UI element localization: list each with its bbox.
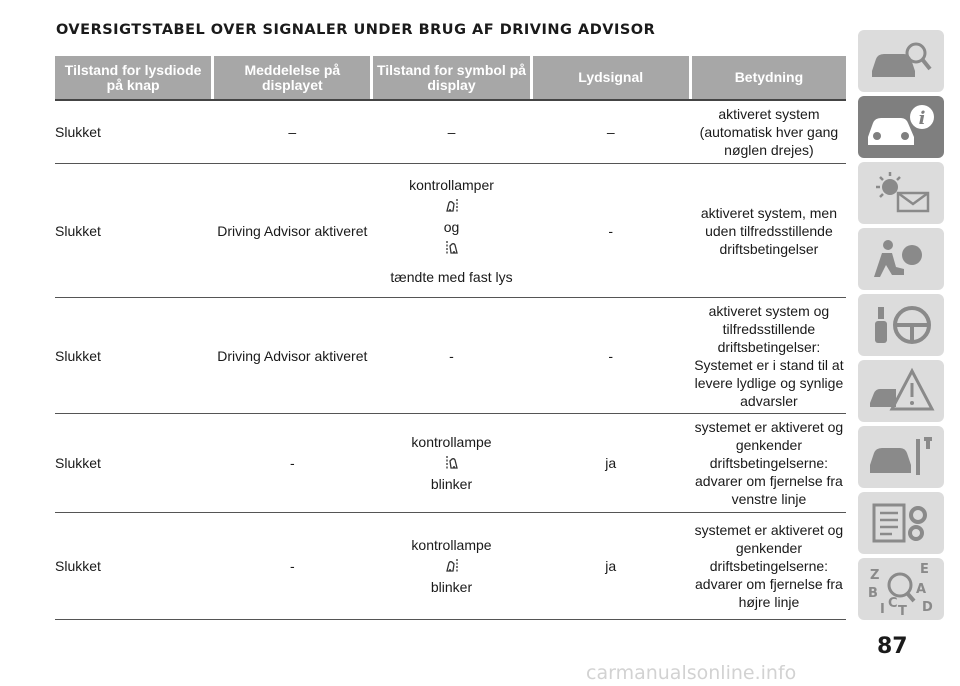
tab-car-info[interactable] [858, 96, 944, 158]
cell-sound-signal: – [606, 124, 615, 140]
cell-meaning: aktiveret system og tilfredsstillende driftsbetingelser: Systemet er i stand til at levere lydlige og synlige advarsler [694, 302, 844, 409]
steering-wheel-icon [866, 301, 936, 349]
index-letter: B [868, 586, 878, 601]
chapter-sidebar [858, 30, 944, 624]
header-meaning: Betydning [692, 56, 846, 99]
table-row [55, 164, 846, 298]
index-letter: C [888, 596, 898, 611]
svg-text:i: i [918, 108, 926, 129]
cell-symbol-state: – [447, 124, 456, 140]
tab-car-tools[interactable] [858, 426, 944, 488]
warning-triangle-icon [866, 367, 936, 415]
cell-led-state: Slukket [55, 124, 101, 140]
symbol-state-top: kontrollampe [411, 434, 492, 450]
table-row [55, 513, 846, 620]
symbol-state-bottom: blinker [430, 579, 473, 595]
car-search-icon [866, 37, 936, 85]
cell-symbol-state [373, 414, 529, 512]
table-row [55, 101, 846, 164]
index-letter: T [898, 604, 907, 617]
tab-settings-list[interactable] [858, 492, 944, 554]
lane-left-icon [445, 455, 459, 471]
cell-sound-signal: ja [605, 455, 617, 471]
page-title: OVERSIGTSTABEL OVER SIGNALER UNDER BRUG AF DRIVING ADVISOR [56, 22, 656, 38]
lane-left-icon [445, 240, 459, 256]
symbol-state-mid: og [443, 218, 460, 235]
index-letter: D [922, 600, 933, 615]
cell-sound-signal: ja [605, 558, 617, 574]
cell-led-state: Slukket [55, 347, 101, 364]
symbol-state-top: kontrollamper [409, 176, 494, 193]
symbol-state-bottom: blinker [430, 476, 473, 492]
symbol-state-top: kontrollampe [411, 537, 492, 553]
lane-right-icon [445, 558, 459, 574]
tab-car-search[interactable] [858, 30, 944, 92]
cell-display-message: Driving Advisor aktiveret [217, 222, 368, 239]
cell-sound-signal: - [608, 347, 614, 364]
cell-display-message: – [288, 124, 297, 140]
table-header [55, 56, 846, 101]
cell-sound-signal: - [608, 222, 614, 239]
car-info-icon [864, 103, 938, 151]
header-symbol-state: Tilstand for symbol på display [373, 56, 529, 99]
header-display-message: Meddelelse på displayet [214, 56, 370, 99]
lights-mail-icon [866, 169, 936, 217]
tab-airbag[interactable] [858, 228, 944, 290]
airbag-icon [866, 235, 936, 283]
signal-table [55, 56, 846, 620]
watermark: carmanualsonline.info [586, 662, 797, 684]
lane-right-icon [445, 198, 459, 214]
tab-steering-wheel[interactable] [858, 294, 944, 356]
cell-led-state: Slukket [55, 558, 101, 574]
tab-index[interactable] [858, 558, 944, 620]
index-letter: I [880, 602, 885, 617]
cell-display-message: - [289, 558, 295, 574]
cell-meaning: aktiveret system, men uden tilfredsstillende driftsbetingelser [700, 204, 837, 257]
cell-display-message: - [289, 455, 295, 471]
cell-meaning: systemet er aktiveret og genkender driftsbetingelserne: advarer om fjernelse fra venstre linje [694, 419, 844, 507]
settings-list-icon [866, 499, 936, 547]
tab-lights-mail[interactable] [858, 162, 944, 224]
cell-symbol-state: - [449, 347, 454, 364]
cell-led-state: Slukket [55, 222, 101, 239]
table-row [55, 298, 846, 414]
index-letter: A [916, 582, 927, 597]
cell-led-state: Slukket [55, 455, 101, 471]
cell-meaning: systemet er aktiveret og genkender driftsbetingelserne: advarer om fjernelse fra højre linje [694, 522, 844, 610]
index-letter: Z [870, 568, 880, 583]
page-number: 87 [877, 634, 908, 659]
header-led-state: Tilstand for lysdiode på knap [55, 56, 211, 99]
index-letters-icon [864, 561, 938, 617]
index-letter: E [920, 562, 929, 577]
cell-meaning: aktiveret system (automatisk hver gang nøglen drejes) [699, 106, 839, 158]
cell-symbol-state [373, 513, 529, 619]
cell-display-message: Driving Advisor aktiveret [217, 347, 368, 364]
car-tools-icon [866, 433, 936, 481]
tab-warning[interactable] [858, 360, 944, 422]
cell-symbol-state [373, 164, 529, 297]
table-row [55, 414, 846, 513]
symbol-state-bottom: tændte med fast lys [390, 268, 513, 285]
header-sound-signal: Lydsignal [533, 56, 689, 99]
